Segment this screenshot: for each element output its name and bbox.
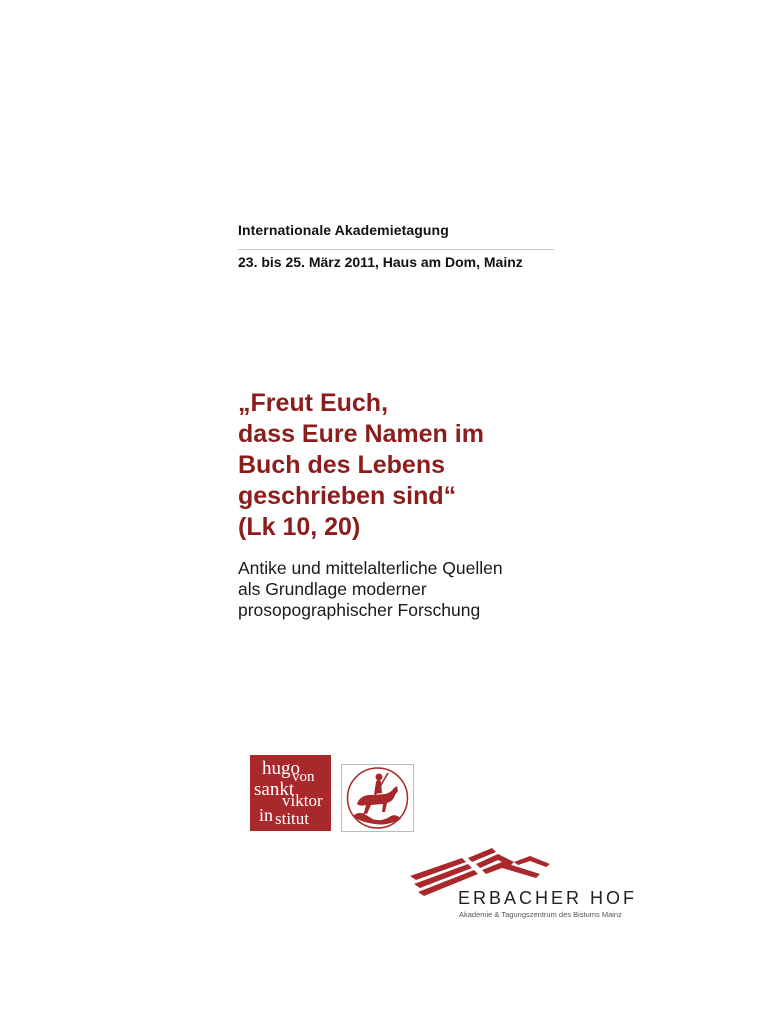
- saint-george-seal-logo: [341, 764, 414, 832]
- title-line: Buch des Lebens: [238, 451, 445, 479]
- main-title: [238, 388, 658, 543]
- title-line: (Lk 10, 20): [238, 513, 361, 541]
- title-line: „Freut Euch,: [238, 389, 389, 417]
- erbacher-hof-subline: Akademie & Tagungszentrum des Bistums Mainz: [459, 910, 622, 919]
- subtitle: [238, 558, 658, 621]
- subtitle-line: als Grundlage moderner: [238, 579, 427, 599]
- title-line: dass Eure Namen im: [238, 420, 484, 448]
- title-line: geschrieben sind“: [238, 482, 457, 510]
- subtitle-line: prosopographischer Forschung: [238, 600, 481, 620]
- hugo-von-sankt-viktor-institut-logo: hugo von sankt viktor in stitut: [250, 755, 331, 831]
- event-type-label: Internationale Akademietagung: [238, 222, 449, 238]
- subtitle-line: Antike und mittelalterliche Quellen: [238, 558, 503, 578]
- erbacher-hof-name: ERBACHER HOF: [458, 888, 638, 908]
- event-date-place: 23. bis 25. März 2011, Haus am Dom, Mainz: [238, 254, 523, 270]
- divider: [238, 249, 554, 250]
